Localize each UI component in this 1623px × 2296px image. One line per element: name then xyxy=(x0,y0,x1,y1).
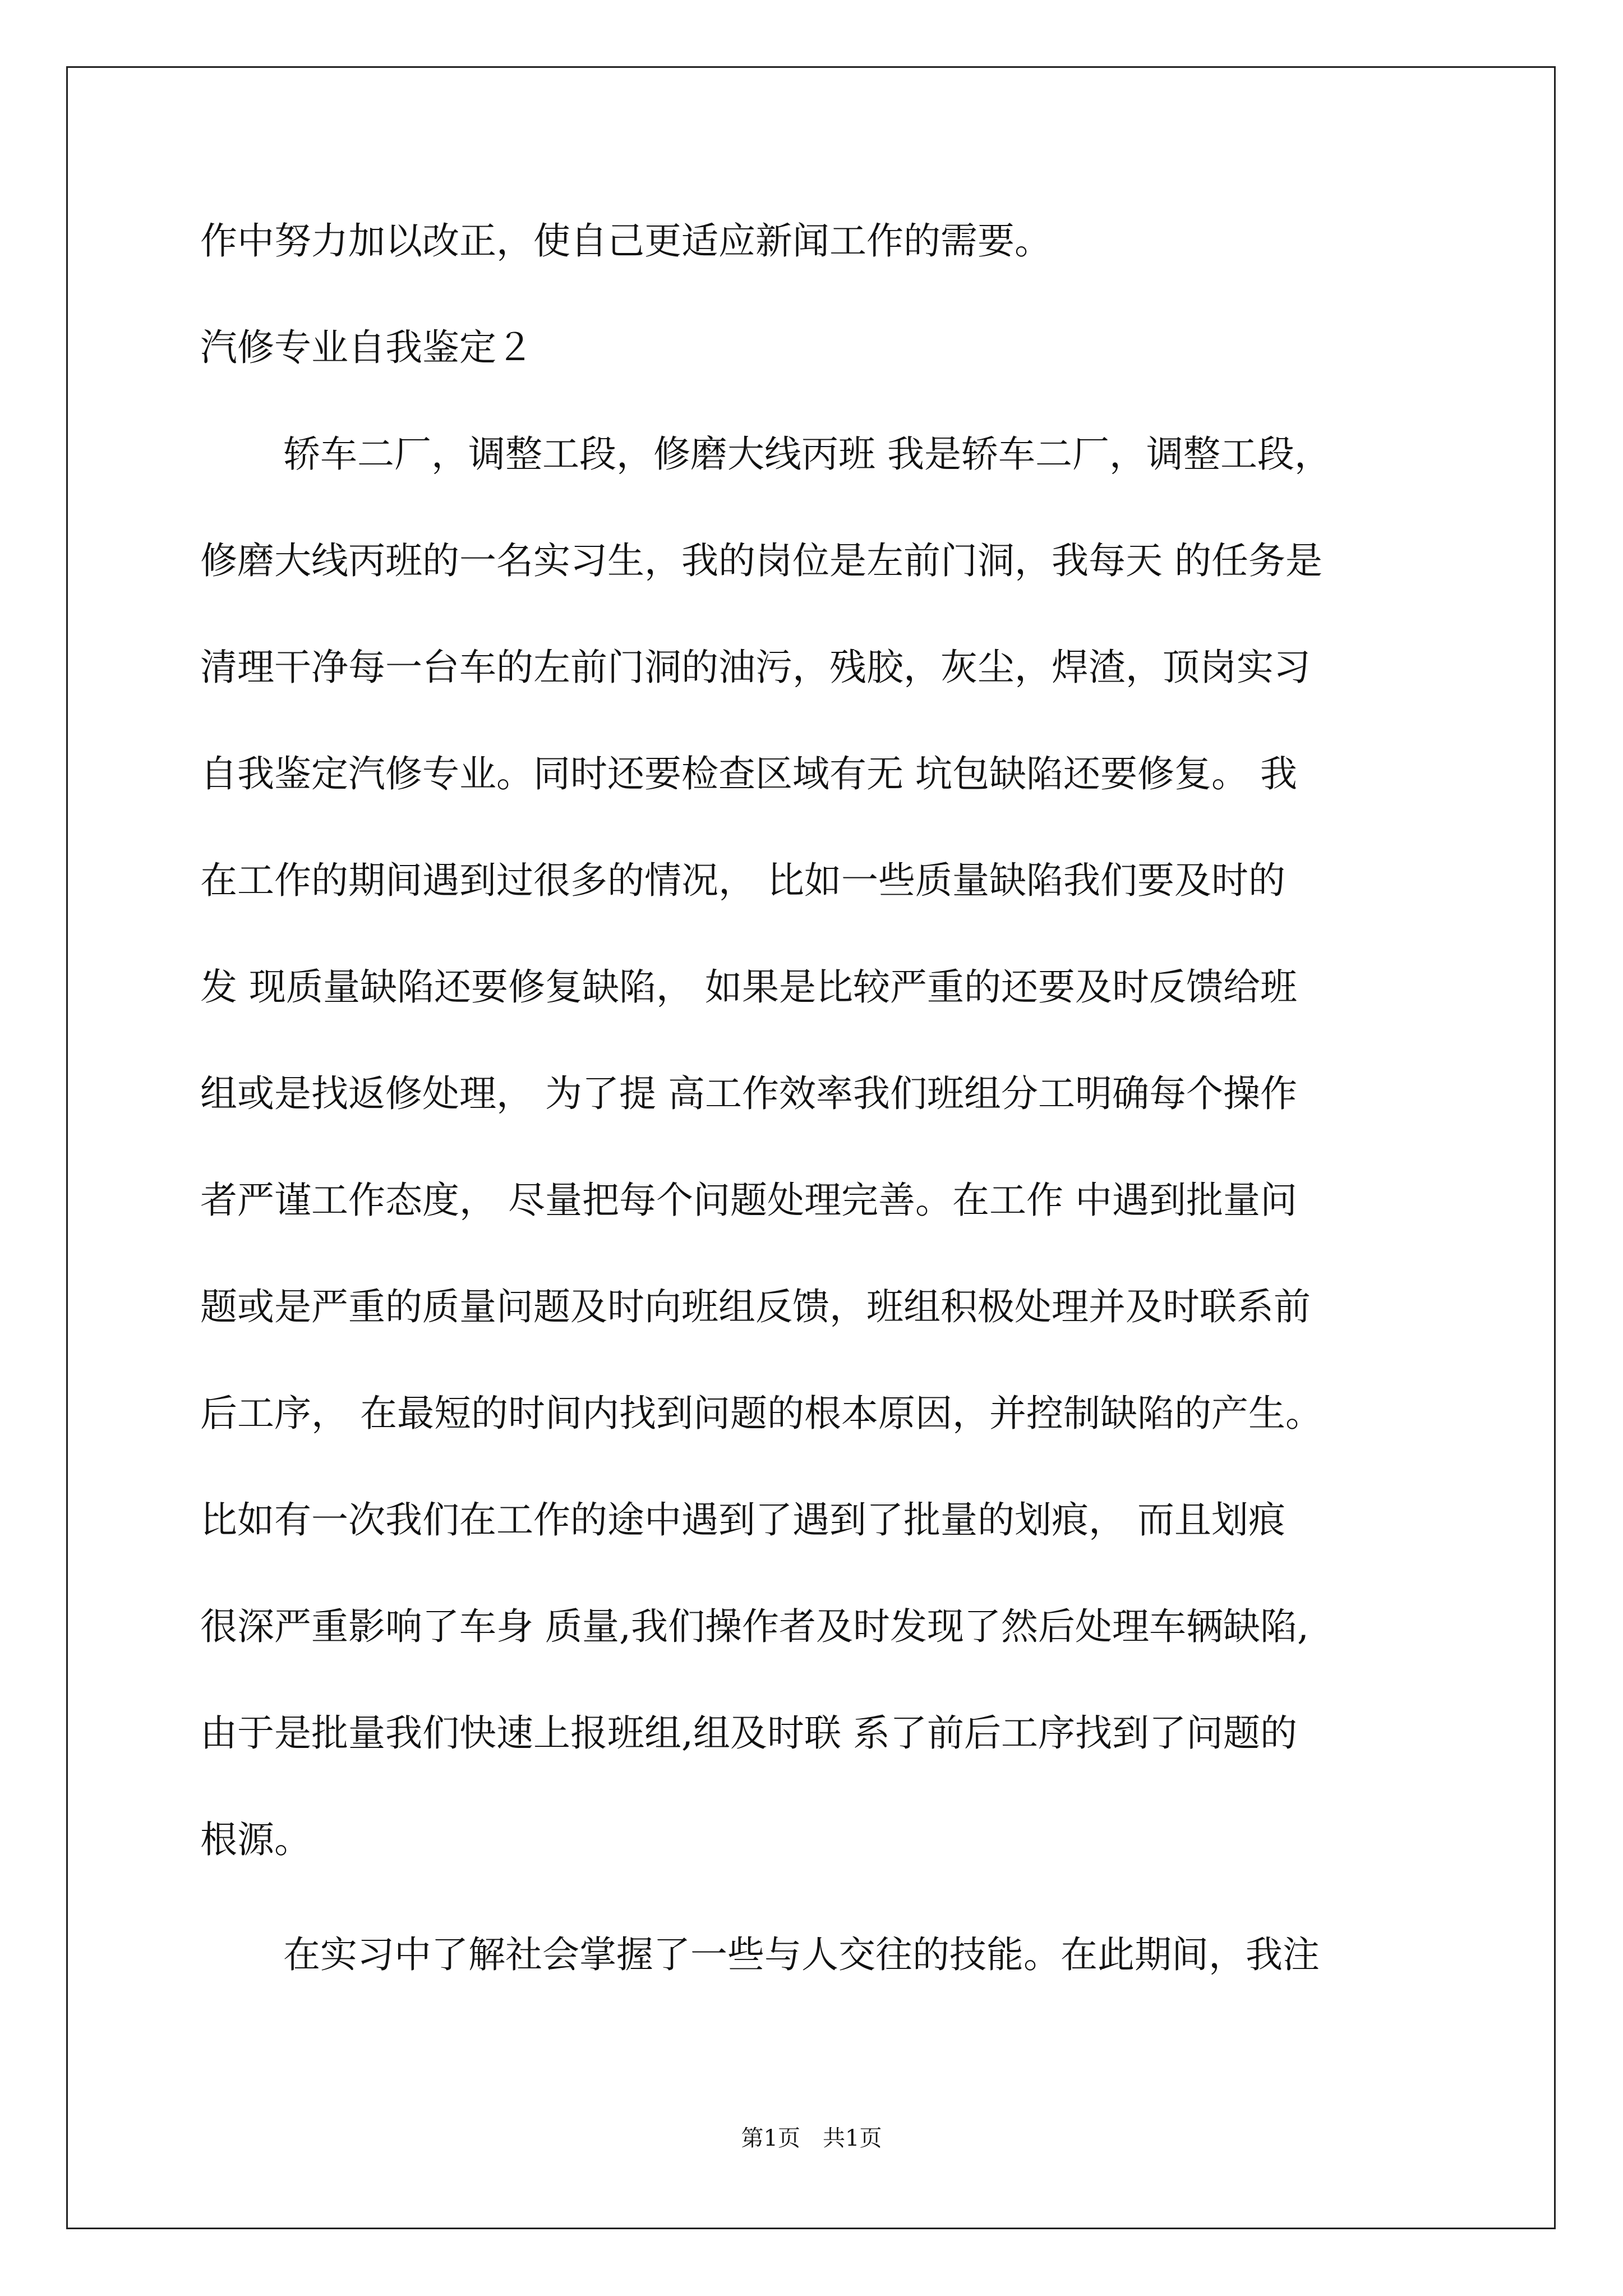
text-line: 根源。 xyxy=(200,1818,311,1861)
text-line: 很深严重影响了车身 质量,我们操作者及时发现了然后处理车辆缺陷, xyxy=(200,1605,1309,1648)
text-line: 修磨大线丙班的一名实习生，我的岗位是左前门洞，我每天 的任务是 xyxy=(200,539,1322,582)
text-line: 组或是找返修处理， 为了提 高工作效率我们班组分工明确每个操作 xyxy=(200,1072,1297,1115)
text-line: 比如有一次我们在工作的途中遇到了遇到了批量的划痕， 而且划痕 xyxy=(200,1498,1285,1542)
text-line: 轿车二厂，调整工段，修磨大线丙班 我是轿车二厂，调整工段， xyxy=(283,432,1331,476)
section-heading: 汽修专业自我鉴定２ xyxy=(200,326,533,369)
page-border xyxy=(66,66,1556,2229)
text-line: 发 现质量缺陷还要修复缺陷， 如果是比较严重的还要及时反馈给班 xyxy=(200,965,1297,1009)
page-footer: 第1页 共1页 xyxy=(741,2125,882,2151)
text-line: 在工作的期间遇到过很多的情况， 比如一些质量缺陷我们要及时的 xyxy=(200,859,1285,902)
text-line: 在实习中了解社会掌握了一些与人交往的技能。在此期间，我注 xyxy=(283,1933,1320,1976)
text-line: 清理干净每一台车的左前门洞的油污，残胶，灰尘，焊渣，顶岗实习 xyxy=(200,646,1311,689)
text-line: 者严谨工作态度， 尽量把每个问题处理完善。在工作 中遇到批量问 xyxy=(200,1179,1297,1222)
text-line: 题或是严重的质量问题及时向班组反馈，班组积极处理并及时联系前 xyxy=(200,1285,1311,1328)
text-line: 后工序， 在最短的时间内找到问题的根本原因，并控制缺陷的产生。 xyxy=(200,1392,1322,1435)
text-line: 作中努力加以改正，使自己更适应新闻工作的需要。 xyxy=(200,219,1052,263)
text-line: 自我鉴定汽修专业。同时还要检查区域有无 坑包缺陷还要修复。 我 xyxy=(200,752,1297,795)
text-line: 由于是批量我们快速上报班组,组及时联 系了前后工序找到了问题的 xyxy=(200,1711,1297,1755)
